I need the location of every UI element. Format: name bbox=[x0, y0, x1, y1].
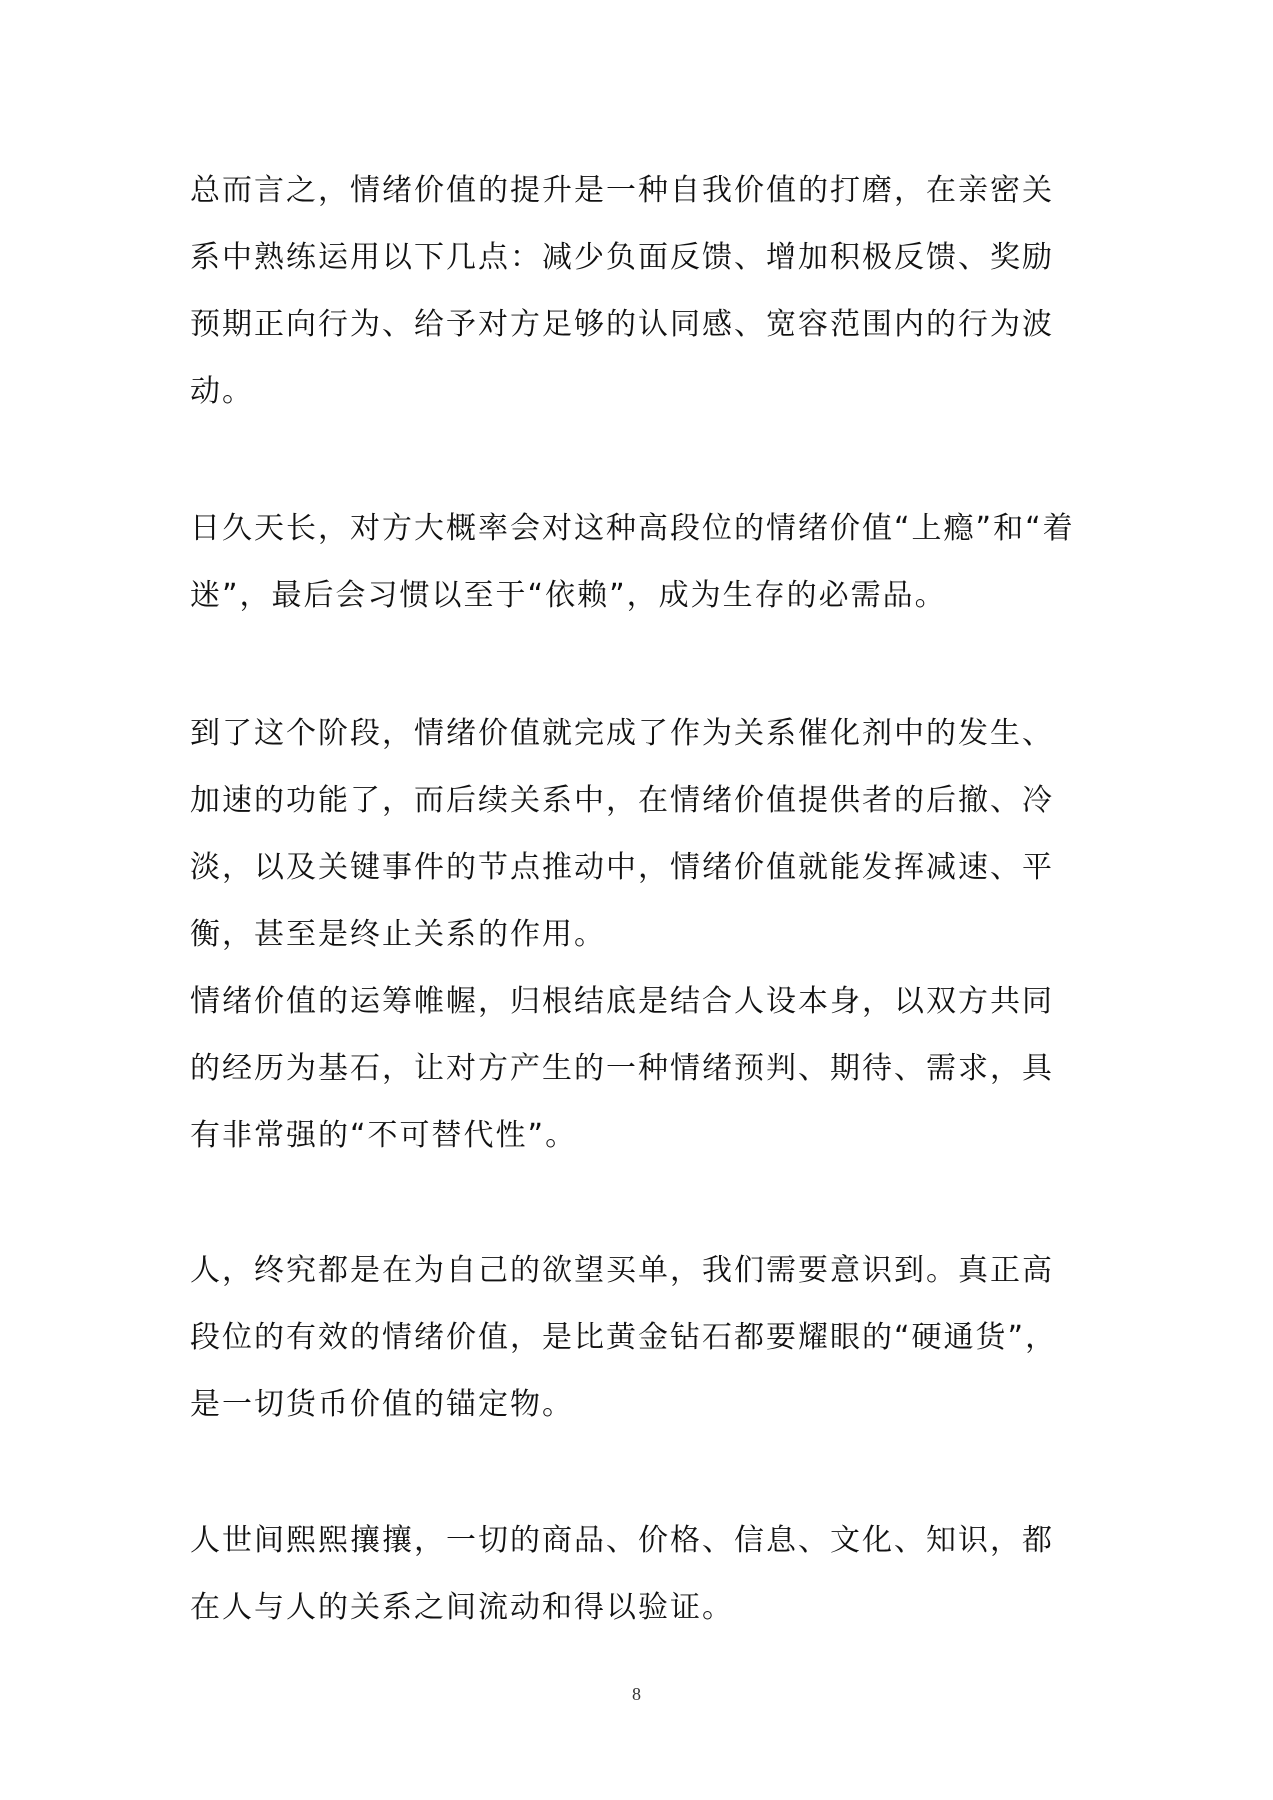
paragraph-1-line-3: 预期正向行为、给予对方足够的认同感、宽容范围内的行为波 bbox=[190, 307, 1054, 342]
paragraph-5-line-1: 人世间熙熙攘攘，一切的商品、价格、信息、文化、知识，都 bbox=[190, 1523, 1054, 1558]
paragraph-3-line-7: 有非常强的“不可替代性”。 bbox=[190, 1118, 578, 1153]
paragraph-3-line-1: 到了这个阶段，情绪价值就完成了作为关系催化剂中的发生、 bbox=[190, 716, 1054, 751]
paragraph-5-line-2: 在人与人的关系之间流动和得以验证。 bbox=[190, 1590, 734, 1625]
paragraph-2-line-1: 日久天长，对方大概率会对这种高段位的情绪价值“上瘾”和“着 bbox=[190, 511, 1075, 546]
paragraph-3-line-2: 加速的功能了，而后续关系中，在情绪价值提供者的后撤、冷 bbox=[190, 783, 1054, 818]
paragraph-2-line-2: 迷”，最后会习惯以至于“依赖”，成为生存的必需品。 bbox=[190, 578, 947, 613]
paragraph-1-line-1: 总而言之，情绪价值的提升是一种自我价值的打磨，在亲密关 bbox=[190, 173, 1054, 208]
paragraph-3-line-4: 衡，甚至是终止关系的作用。 bbox=[190, 917, 606, 952]
paragraph-3-line-3: 淡，以及关键事件的节点推动中，情绪价值就能发挥减速、平 bbox=[190, 850, 1054, 885]
paragraph-3-line-5: 情绪价值的运筹帷幄，归根结底是结合人设本身，以双方共同 bbox=[190, 984, 1054, 1019]
paragraph-4-line-2: 段位的有效的情绪价值，是比黄金钻石都要耀眼的“硬通货”， bbox=[190, 1320, 1058, 1355]
paragraph-1-line-2: 系中熟练运用以下几点：减少负面反馈、增加积极反馈、奖励 bbox=[190, 240, 1054, 275]
paragraph-3-line-6: 的经历为基石，让对方产生的一种情绪预判、期待、需求，具 bbox=[190, 1051, 1054, 1086]
paragraph-1-line-4: 动。 bbox=[190, 374, 254, 409]
paragraph-4-line-3: 是一切货币价值的锚定物。 bbox=[190, 1387, 574, 1422]
paragraph-4-line-1: 人，终究都是在为自己的欲望买单，我们需要意识到。真正高 bbox=[190, 1253, 1054, 1288]
page-number: 8 bbox=[632, 1684, 641, 1704]
